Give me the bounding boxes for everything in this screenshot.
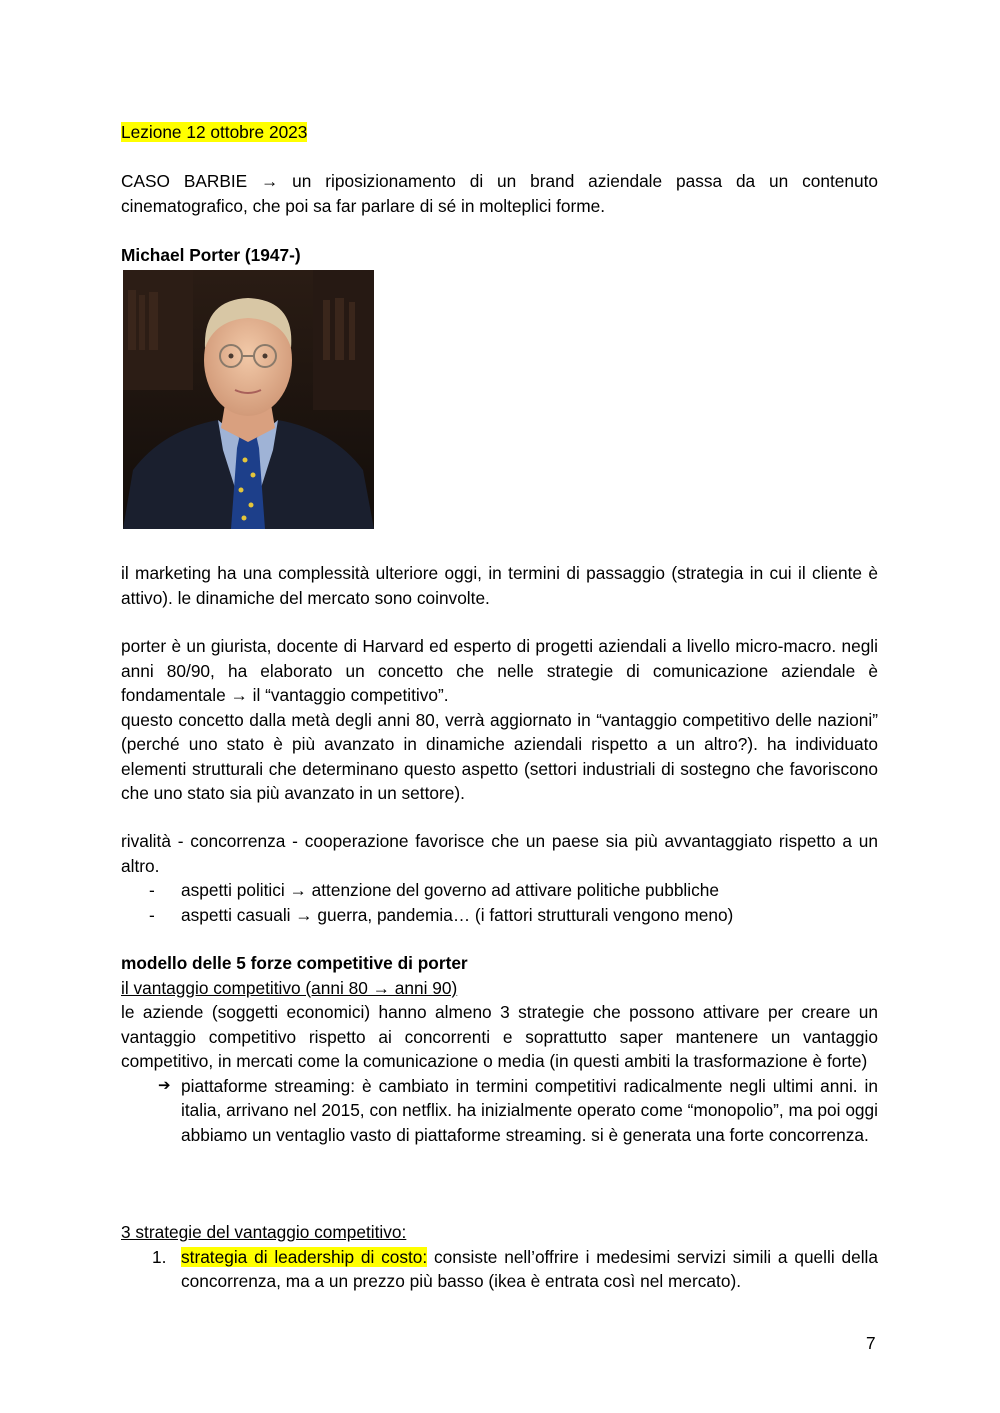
list-item bbox=[121, 903, 878, 928]
list-item-text: aspetti casuali → guerra, pandemia… (i fattori strutturali vengono meno) bbox=[181, 904, 734, 925]
list-item bbox=[121, 1074, 878, 1148]
strategy-text: consiste nell’offrire i medesimi servizi simili a quelli della concorrenza, ma a un prezzo più basso (ikea è entrata così nel mercato). bbox=[181, 1246, 878, 1291]
list-item-text: piattaforme streaming: è cambiato in termini competitivi radicalmente negli ultimi anni. in italia, arrivano nel 2015, con netflix. ha inizialmente operato come “monopolio”, ma poi oggi abbiamo un ventaglio vasto di piattaforme streaming. si è generata una forte concorrenza. bbox=[181, 1075, 878, 1145]
streaming-list bbox=[121, 1074, 878, 1148]
rivalry-paragraph: rivalità - concorrenza - cooperazione favorisce che un paese sia più avvantaggiato rispetto a un altro. bbox=[121, 831, 878, 876]
strategies-list bbox=[121, 1245, 878, 1294]
date-heading-block bbox=[121, 120, 878, 145]
model-paragraph: le aziende (soggetti economici) hanno almeno 3 strategie che possono attivare per creare un vantaggio competitivo rispetto ai concorrenti e soprattutto saper mantenere un vantaggio competitivo, in mercati come la comunicazione o media (in questi ambiti la trasformazione è forte) bbox=[121, 1002, 878, 1071]
page-number: 7 bbox=[866, 1333, 876, 1353]
strategies-section bbox=[121, 1220, 878, 1294]
porter-paragraph-line1: porter è un giurista, docente di Harvard ed esperto di progetti aziendali a livello micro-macro. negli anni 80/90, ha elaborato un concetto che nelle strategie di comunicazione aziendale è fondamentale → il “vantaggio competitivo”. bbox=[121, 636, 878, 705]
porter-paragraph bbox=[121, 634, 878, 806]
model-heading: modello delle 5 forze competitive di porter bbox=[121, 953, 468, 973]
list-item bbox=[121, 1245, 878, 1294]
strategies-heading: 3 strategie del vantaggio competitivo: bbox=[121, 1222, 407, 1242]
barbie-paragraph bbox=[121, 169, 878, 218]
marketing-paragraph bbox=[121, 561, 878, 610]
strategy-highlight: strategia di leadership di costo: bbox=[181, 1246, 428, 1267]
barbie-paragraph-text: CASO BARBIE → un riposizionamento di un brand aziendale passa da un contenuto cinematografico, che poi sa far parlare di sé in molteplici forme. bbox=[121, 171, 878, 216]
model-subheading: il vantaggio competitivo (anni 80 → anni 90) bbox=[121, 977, 458, 998]
date-heading: Lezione 12 ottobre 2023 bbox=[121, 122, 308, 142]
porter-heading: Michael Porter (1947-) bbox=[121, 245, 301, 265]
dash-marker: - bbox=[149, 904, 155, 925]
porter-portrait bbox=[123, 270, 374, 529]
rivalry-section bbox=[121, 829, 878, 927]
porter-paragraph-line2: questo concetto dalla metà degli anni 80, verrà aggiornato in “vantaggio competitivo delle nazioni” (perché uno stato è più avanzato in dinamiche aziendali rispetto a un altro?). ha individuato elementi strutturali che determinano questo aspetto (settori industriali di sostegno che favoriscono che uno stato sia più avanzato in un settore). bbox=[121, 709, 878, 803]
dash-marker: - bbox=[149, 880, 155, 900]
aspects-list bbox=[121, 878, 878, 927]
arrow-icon: ➔ bbox=[158, 1076, 171, 1094]
marketing-paragraph-text: il marketing ha una complessità ulteriore oggi, in termini di passaggio (strategia in cui il cliente è attivo). le dinamiche del mercato sono coinvolte. bbox=[121, 563, 878, 608]
number-marker: 1. bbox=[152, 1246, 167, 1267]
model-section bbox=[121, 951, 878, 1147]
list-item bbox=[121, 878, 878, 903]
list-item-text: aspetti politici → attenzione del governo ad attivare politiche pubbliche bbox=[181, 880, 719, 900]
